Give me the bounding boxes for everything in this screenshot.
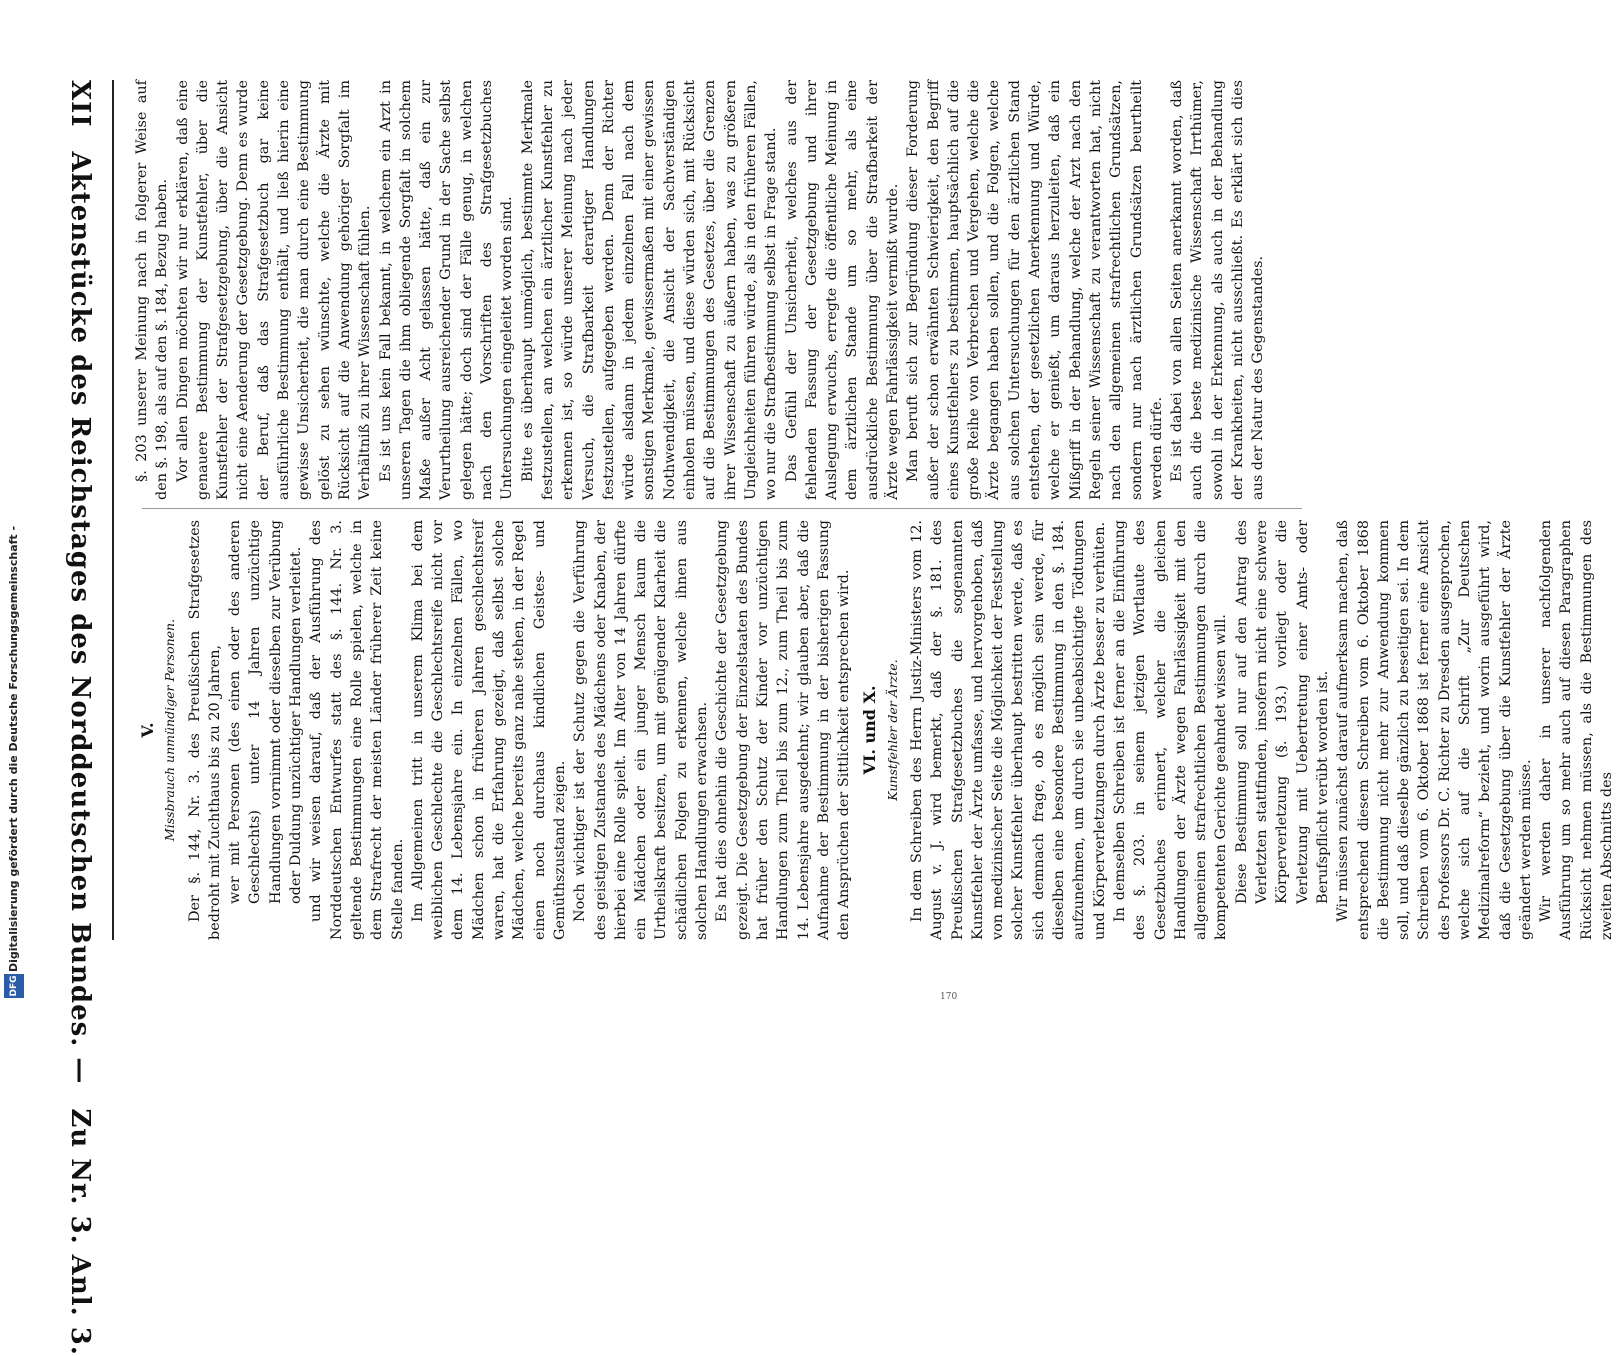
left-column <box>132 80 1312 500</box>
footer-mark: 170 <box>940 992 958 1002</box>
body-paragraph: Es ist uns kein Fall bekannt, in welchem ein Arzt in unseren Tagen die ihm obliegende Sorgfalt in solchem Maße außer Acht gelassen hätte, daß ein zur Verurtheilung ausreichender Grund in der Sache selbst gelegen hätte; doch sind der Fälle genug, in welchen nach den Vorschriften des Strafgesetzbuches Untersuchungen eingeleitet worden sind. <box>377 80 516 500</box>
body-paragraph: In dem Schreiben des Herrn Justiz-Ministers vom 12. August v. J. wird bemerkt, daß der §. 181. des Preußischen Strafgesetzbuches die sogenannten Kunstfehler der Ärzte umfasse, und hervorgehoben, daß von medizinischer Seite die Möglichkeit der Feststellung solcher Kunstfehler überhaupt bestritten werde, daß es sich demnach frage, ob es möglich sein werde, für dieselben eine besondere Bestimmung in den §. 184. aufzunehmen, um durch sie unbeabsichtigte Tödtungen und Körperverletzungen durch Ärzte besser zu verhüten. <box>908 520 1108 940</box>
quoted-paragraph: Diese Bestimmung soll nur auf den Antrag des Verletzten stattfinden, insofern nicht eine schwere Körperverletzung (§. 193.) vorliegt oder die Verletzung mit Uebertretung einer Amts- oder Berufspflicht verübt worden ist. <box>1233 520 1331 904</box>
body-paragraph: §. 203 unserer Meinung nach in folgerer Weise auf den §. 198, als auf den §. 184, Bezug haben. <box>134 80 171 500</box>
quoted-statute <box>1232 520 1333 940</box>
running-title: Aktenstücke des Reichstages des Norddeutschen Bundes. — <box>65 151 95 1085</box>
body-paragraph: Es ist dabei von allen Seiten anerkannt worden, daß auch die beste medizinische Wissenschaft Irrthümer, sowohl in der Erkennung, als auch in der Behandlung der Krankheiten, nicht ausschließt. Es erklärt sich dies aus der Natur des Gegenstandes. <box>1169 80 1267 500</box>
body-paragraph: Bitte es überhaupt unmöglich, bestimmte Merkmale festzustellen, an welchen ein ärztlicher Kunstfehler zu erkennen ist, so würde unserer Meinung nach jeder Versuch, die Strafbarkeit derartiger Handlungen festzustellen, aufgegeben werden. Denn der Richter würde alsdann in jedem einzelnen Fall nach dem sonstigen Merkmale, gewissermaßen mit einer gewissen Nothwendigkeit, die Ansicht der Sachverständigen einholen müssen, und diese würden sich, mit Rücksicht auf die Bestimmungen des Gesetzes, über die Grenzen ihrer Wissenschaft zu äußern haben, was zu größeren Ungleichheiten führen würde, als in den früheren Fällen, wo nur die Strafbestimmung selbst in Frage stand. <box>519 80 780 500</box>
body-paragraph: Wir werden daher in unserer nachfolgenden Ausführung um so mehr auch auf diesen Paragraphen Rücksicht nehmen müssen, als die Bestimmungen des zweiten Abschnitts des <box>1538 520 1616 940</box>
issue-reference: Zu Nr. 3. Anl. 3. <box>65 1108 95 1356</box>
body-paragraph: und wir weisen darauf, daß der Ausführung des Norddeutschen Entwurfes statt des §. 144. Nr. 3. geltende Bestimmungen eine Rolle spielen, welche in dem Strafrecht der meisten Länder früherer Zeit keine Stelle fanden. <box>308 520 406 940</box>
dfg-logo-icon: DFG <box>4 974 24 998</box>
section-title: V. <box>138 722 157 738</box>
body-paragraph: Der §. 144, Nr. 3. des Preußischen Strafgesetzes bedroht mit Zuchthaus bis zu 20 Jahren, <box>186 520 223 940</box>
quoted-statute <box>225 520 306 940</box>
body-paragraph: Vor allen Dingen möchten wir nur erklären, daß eine genauere Bestimmung der Kunstfehler, über die Kunstfehler der Strafgesetzgebung, über die Ansicht nicht eine Aenderung der Gesetzgebung. Denn es wurde der Beruf, daß das Strafgesetzbuch gar keine ausführliche Bestimmung enthält, und ließ hierin eine gewisse Unsicherheit, die man durch eine Bestimmung gelöst zu sehen wünschte, welche die Ärzte mit Rücksicht auf die Anwendung gehöriger Sorgfalt im Verhältniß zu ihrer Wissenschaft fühlen. <box>174 80 374 500</box>
body-paragraph: Noch wichtiger ist der Schutz gegen die Verführung des geistigen Zustandes des Mädchens oder Knaben, der hierbei eine Rolle spielt. Im Alter von 14 Jahren dürfte ein Mädchen oder ein junger Mensch kaum die Urtheilskraft besitzen, um mit genügender Klarheit die schädlichen Folgen zu erkennen, welche ihnen aus solchen Handlungen erwachsen. <box>572 520 711 940</box>
body-paragraph: Im Allgemeinen tritt in unserem Klima bei dem weiblichen Geschlechte die Geschlechtsreife nicht vor dem 14. Lebensjahre ein. In einzelnen Fällen, wo Mädchen schon in früheren Jahren geschlechtsreif waren, hat die Erfahrung gezeigt, daß selbst solche Mädchen, welche bereits ganz nahe stehen, in der Regel einen noch durchaus kindlichen Geistes- und Gemüthszustand zeigen. <box>409 520 568 940</box>
header-rule <box>112 80 114 940</box>
section-subtitle: Missbrauch unmündiger Personen. <box>162 618 178 842</box>
quoted-paragraph: wer mit Personen (des einen oder des anderen Geschlechts) unter 14 Jahren unzüchtige Handlungen vornimmt oder dieselben zur Verübung oder Duldung unzüchtiger Handlungen verleitet. <box>227 520 305 904</box>
body-paragraph: Das Gefühl der Unsicherheit, welches aus der fehlenden Fassung der Gesetzgebung und ihrer Auslegung erwuchs, erregte die öffentliche Meinung in dem ärztlichen Stande um so mehr, als eine ausdrückliche Bestimmung über die Strafbarkeit der Ärzte wegen Fahrlässigkeit vermißt wurde. <box>783 80 901 500</box>
body-paragraph: Es hat dies ohnehin die Geschichte der Gesetzgebung gezeigt. Die Gesetzgebung der Einzelstaaten des Bundes hat früher den Schutz der Kinder vor unzüchtigen Handlungen zum Theil bis zum 12., zum Theil bis zum 14. Lebensjahre ausgedehnt; wir glauben aber, daß die Aufnahme der Bestimmung in der bisherigen Fassung den Ansprüchen der Sittlichkeit entsprechen wird. <box>714 520 853 940</box>
digitization-credit <box>0 0 30 1000</box>
body-paragraph: Wir müssen zunächst darauf aufmerksam machen, daß entsprechend diesem Schreiben vom 6. Oktober 1868 die Bestimmung nicht mehr zur Anwendung kommen soll, und daß dieselbe gänzlich zu beseitigen sei. In dem Schreiben vom 6. Oktober 1868 ist ferner eine Ansicht des Professors Dr. C. Richter zu Dresden ausgesprochen, welche sich auf die Schrift „Zur Deutschen Medizinalreform“ bezieht, und worin ausgeführt wird, daß die Gesetzgebung über die Kunstfehler der Ärzte geändert werden müsse. <box>1335 520 1534 940</box>
right-column <box>132 520 1616 940</box>
body-paragraph: In demselben Schreiben ist ferner an die Einführung des §. 203. in seinem jetzigen Wortlaute des Gesetzbuches erinnert, welcher die gleichen Handlungen der Ärzte wegen Fahrlässigkeit mit den allgemeinen strafrechtlichen Bestimmungen durch die kompetenten Gerichte geahndet wissen will. <box>1111 520 1230 940</box>
page-header <box>58 80 102 1356</box>
page-number: XII <box>65 80 95 128</box>
body-paragraph: Man beruft sich zur Begründung dieser Forderung außer der schon erwähnten Schwierigkeit, den Begriff eines Kunstfehlers zu bestimmen, hauptsächlich auf die große Reihe von Verbrechen und Vergehen, welche die Ärzte begangen haben sollen, und die Folgen, welche aus solchen Untersuchungen für den ärztlichen Stand entstehen, der gesetzlichen Anerkennung und Würde, welche er genießt, um daraus herzuleiten, daß ein Mißgriff in der Behandlung, welche der Arzt nach den Regeln seiner Wissenschaft zu verantworten hat, nicht nach den allgemeinen strafrechtlichen Grundsätzen, sondern nur nach ärztlichen Grundsätzen beurtheilt werden dürfe. <box>905 80 1165 500</box>
section-title: VI. und X. <box>860 685 880 775</box>
section-subtitle: Kunstfehler der Ärzte. <box>884 659 900 801</box>
column-divider <box>142 508 1302 509</box>
credit-text: Digitalisierung gefördert durch die Deutsche Forschungsgemeinschaft - <box>7 525 20 972</box>
